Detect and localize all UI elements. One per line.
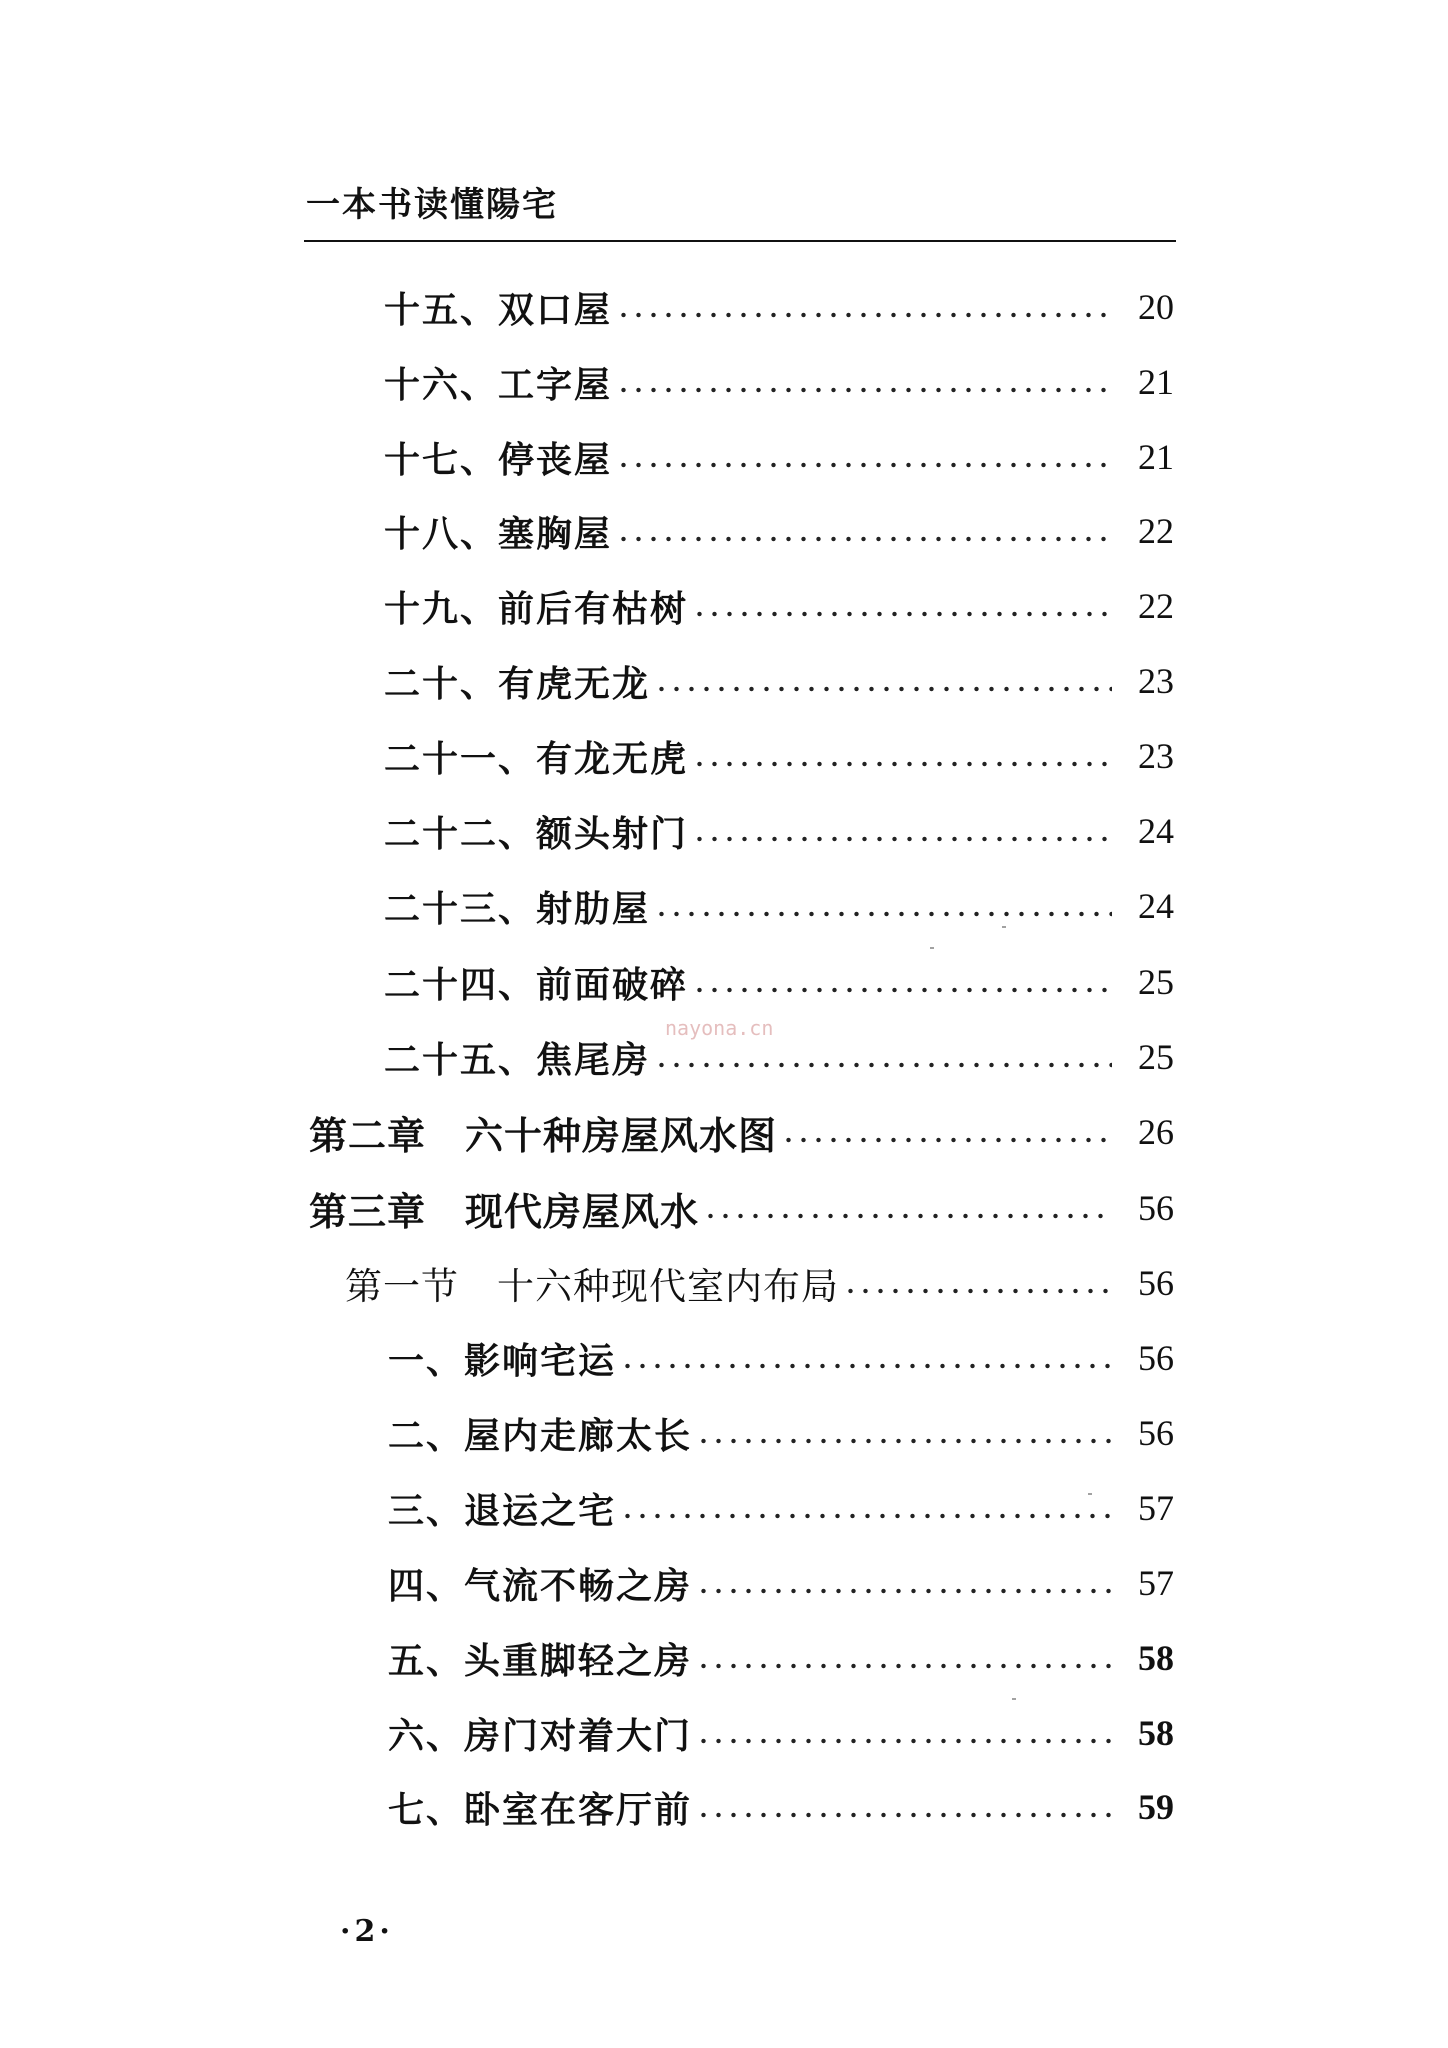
- dot-leader: [781, 1133, 1112, 1147]
- toc-entry-title: 二、屋内走廊太长: [388, 1414, 693, 1457]
- dot-leader: [620, 1359, 1112, 1373]
- dot-leader: [692, 983, 1112, 997]
- toc-entry-title: 二十二、额头射门: [384, 812, 689, 855]
- toc-entry-title: 二十、有虎无龙: [384, 662, 651, 705]
- toc-entry-21: [384, 728, 1174, 784]
- toc-page-number: 56: [1138, 1263, 1174, 1303]
- scan-speck: [1088, 1493, 1092, 1495]
- toc-entry-5: [388, 1630, 1174, 1686]
- toc-page-number: 21: [1138, 437, 1174, 477]
- toc-entry-6: [388, 1705, 1174, 1761]
- toc-page-number: 26: [1138, 1112, 1174, 1152]
- toc-section-title: 第一节 十六种现代室内布局: [345, 1265, 839, 1308]
- dot-leader: [620, 1509, 1112, 1523]
- scan-speck: [1002, 926, 1006, 928]
- toc-entry-18: [384, 503, 1174, 559]
- watermark-text: nayona.cn: [665, 1016, 774, 1040]
- toc-chapter-3: [309, 1180, 1174, 1236]
- toc-entry-2: [388, 1405, 1174, 1461]
- toc-entry-22: [384, 803, 1174, 859]
- dot-leader: [616, 383, 1112, 397]
- dot-leader: [696, 1584, 1112, 1598]
- toc-page-number: 59: [1138, 1787, 1174, 1827]
- toc-page-number: 57: [1138, 1563, 1174, 1603]
- dot-leader: [654, 907, 1112, 921]
- toc-page-number: 23: [1138, 736, 1174, 776]
- toc-entry-title: 六、房门对着大门: [388, 1714, 693, 1757]
- toc-entry-1: [388, 1330, 1174, 1386]
- toc-page-number: 22: [1138, 586, 1174, 626]
- dot-leader: [696, 1659, 1112, 1673]
- toc-entry-20: [384, 653, 1174, 709]
- toc-section-1: [345, 1255, 1174, 1311]
- scan-speck: [930, 947, 934, 949]
- toc-entry-title: 七、卧室在客厅前: [388, 1788, 693, 1831]
- dot-leader: [654, 1058, 1112, 1072]
- dot-leader: [616, 308, 1112, 322]
- toc-entry-title: 十八、塞胸屋: [384, 512, 613, 555]
- toc-entry-title: 二十一、有龙无虎: [384, 737, 689, 780]
- toc-page-number: 24: [1138, 886, 1174, 926]
- toc-entry-title: 四、气流不畅之房: [388, 1564, 693, 1607]
- toc-page-number: 56: [1138, 1188, 1174, 1228]
- dot-leader: [703, 1209, 1112, 1223]
- toc-entry-16: [384, 354, 1174, 410]
- toc-entry-19: [384, 578, 1174, 634]
- toc-entry-title: 三、退运之宅: [388, 1489, 617, 1532]
- toc-entry-17: [384, 429, 1174, 485]
- toc-entry-title: 二十三、射肋屋: [384, 887, 651, 930]
- dot-leader: [696, 1734, 1112, 1748]
- toc-entry-24: [384, 954, 1174, 1010]
- dot-leader: [692, 607, 1112, 621]
- toc-page-number: 24: [1138, 811, 1174, 851]
- toc-page-number: 22: [1138, 511, 1174, 551]
- toc-entry-title: 十六、工字屋: [384, 363, 613, 406]
- scan-speck: [1012, 1698, 1016, 1700]
- toc-page-number: 57: [1138, 1488, 1174, 1528]
- toc-entry-title: 十九、前后有枯树: [384, 587, 689, 630]
- toc-page-number: 23: [1138, 661, 1174, 701]
- toc-page-number: 56: [1138, 1338, 1174, 1378]
- dot-leader: [843, 1284, 1112, 1298]
- dot-leader: [692, 757, 1112, 771]
- dot-leader: [616, 458, 1112, 472]
- toc-chapter-2: [309, 1104, 1174, 1160]
- toc-chapter-title: 第二章 六十种房屋风水图: [309, 1113, 778, 1158]
- toc-entry-15: [384, 279, 1174, 335]
- dot-leader: [696, 1434, 1112, 1448]
- toc-entry-4: [388, 1555, 1174, 1611]
- toc-entry-25: [384, 1029, 1174, 1085]
- toc-entry-title: 二十五、焦尾房: [384, 1038, 651, 1081]
- dot-leader: [616, 532, 1112, 546]
- toc-page-number: 58: [1138, 1638, 1174, 1678]
- toc-page-number: 25: [1138, 962, 1174, 1002]
- dot-leader: [654, 682, 1112, 696]
- toc-entry-title: 十五、双口屋: [384, 288, 613, 331]
- toc-entry-title: 十七、停丧屋: [384, 438, 613, 481]
- toc-entry-7: [388, 1779, 1174, 1835]
- toc-entry-3: [388, 1480, 1174, 1536]
- toc-entry-title: 五、头重脚轻之房: [388, 1639, 693, 1682]
- toc-page-number: 21: [1138, 362, 1174, 402]
- dot-leader: [692, 832, 1112, 846]
- toc-entry-title: 一、影响宅运: [388, 1339, 617, 1382]
- page-folio: ·2·: [340, 1914, 394, 1949]
- dot-leader: [696, 1808, 1112, 1822]
- toc-page-number: 20: [1138, 287, 1174, 327]
- toc-page-number: 25: [1138, 1037, 1174, 1077]
- toc-entry-title: 二十四、前面破碎: [384, 963, 689, 1006]
- toc-chapter-title: 第三章 现代房屋风水: [309, 1189, 700, 1234]
- running-header: 一本书读懂陽宅: [306, 185, 558, 225]
- toc-page-number: 56: [1138, 1413, 1174, 1453]
- toc-entry-23: [384, 878, 1174, 934]
- toc-page-number: 58: [1138, 1713, 1174, 1753]
